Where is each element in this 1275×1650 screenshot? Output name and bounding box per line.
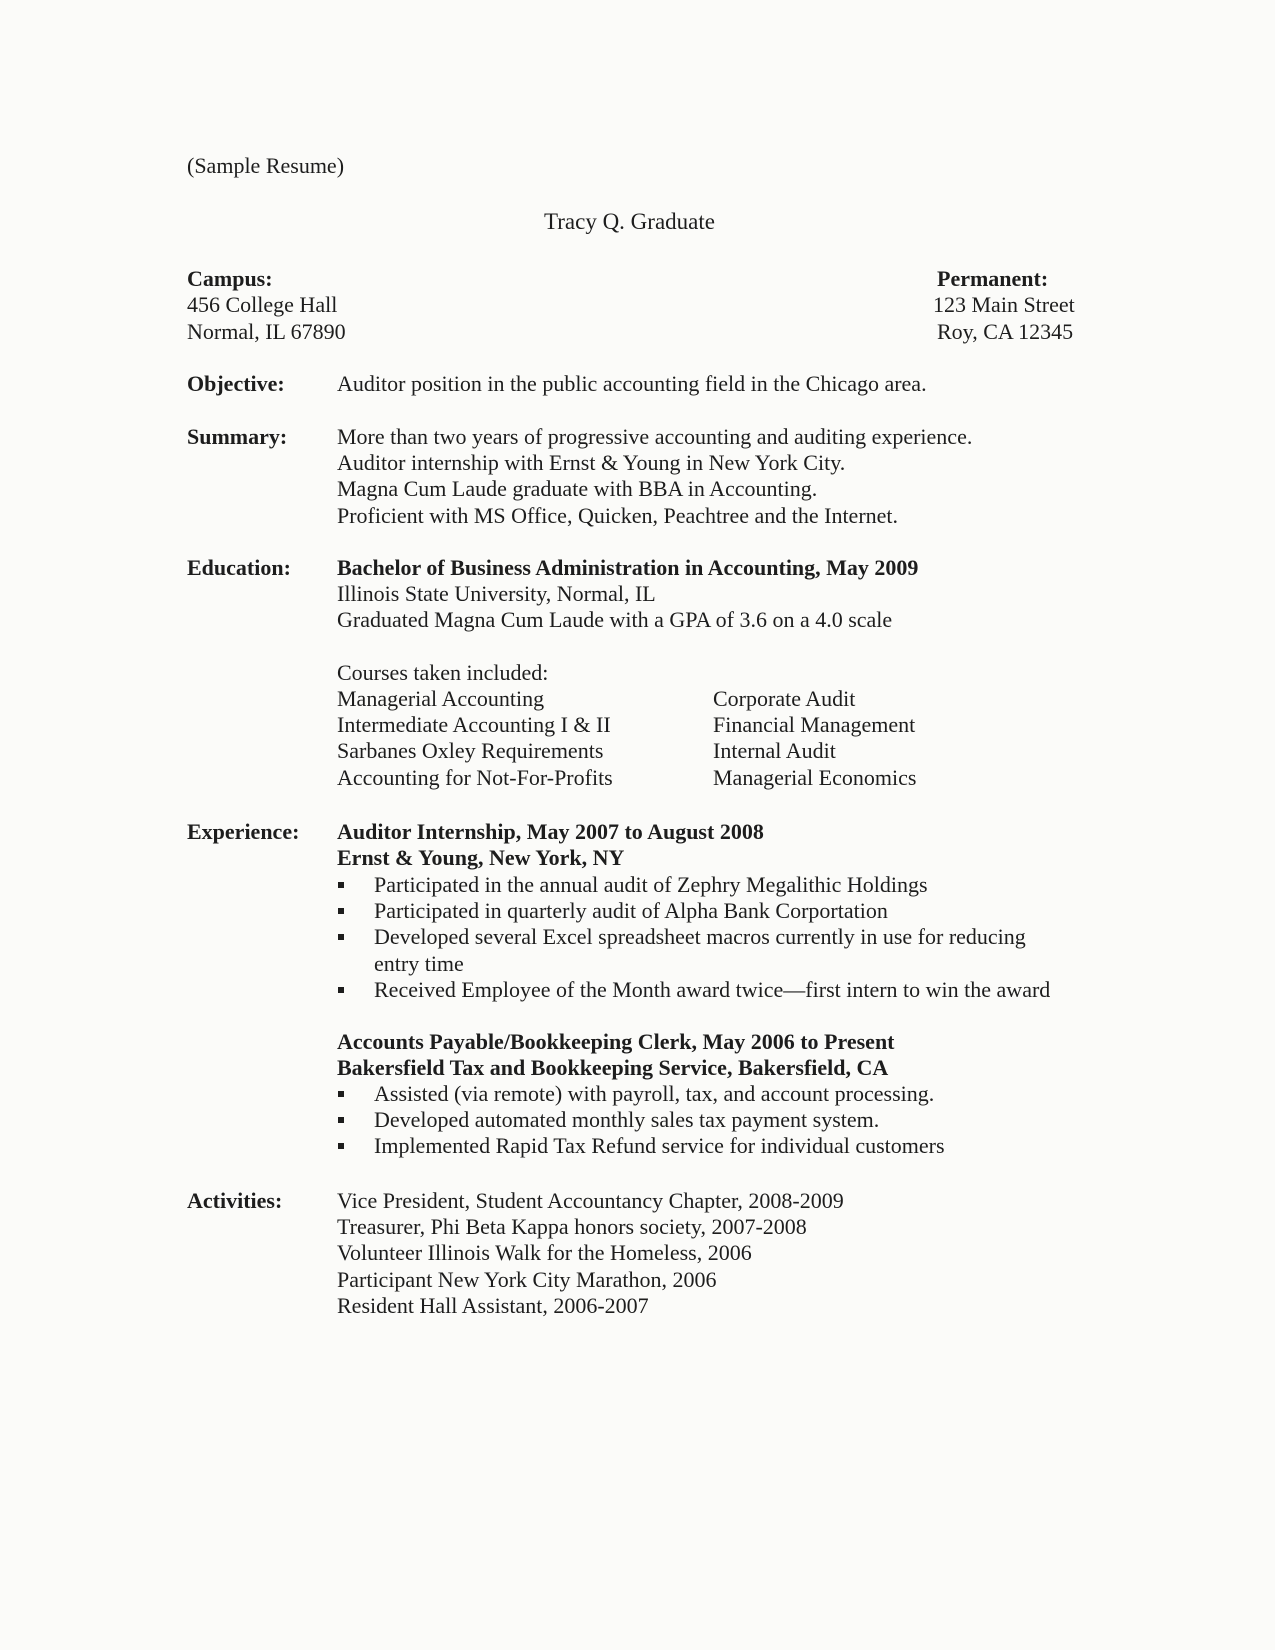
permanent-address-line2: Roy, CA 12345 — [937, 319, 1074, 344]
honors-line: Graduated Magna Cum Laude with a GPA of 3.6 on a 4.0 scale — [337, 607, 893, 633]
bullet-text: Received Employee of the Month award twice—first intern to win the award — [374, 976, 1051, 1002]
bullet-item — [337, 924, 1097, 976]
bullet-icon — [337, 977, 344, 1003]
activity-item: Vice President, Student Accountancy Chapter, 2008-2009 — [337, 1188, 844, 1213]
bullet-icon — [337, 898, 344, 924]
activity-item: Participant New York City Marathon, 2006 — [337, 1266, 717, 1292]
bullet-icon — [337, 872, 344, 898]
bullet-text-line: Developed several Excel spreadsheet macros currently in use for reducing — [374, 924, 1026, 950]
summary-line: More than two years of progressive accounting and auditing experience. — [337, 424, 973, 449]
job-title: Accounts Payable/Bookkeeping Clerk, May 2006 to Present — [337, 1029, 895, 1054]
experience-label: Experience: — [187, 819, 300, 844]
bullet-icon — [337, 1081, 344, 1107]
bullet-item — [337, 1081, 1097, 1107]
courses-heading: Courses taken included: — [337, 660, 549, 685]
bullet-text: Assisted (via remote) with payroll, tax, and account processing. — [374, 1081, 935, 1106]
job-2-bullets — [337, 1081, 1097, 1160]
bullet-text-line: entry time — [374, 950, 464, 976]
job-1-bullets — [337, 872, 1097, 1003]
bullet-text: Developed automated monthly sales tax payment system. — [374, 1107, 880, 1133]
education-label: Education: — [187, 555, 291, 580]
activities-lines — [337, 1188, 844, 1319]
course-item: Intermediate Accounting I & II — [337, 712, 611, 738]
bullet-text — [374, 924, 1026, 976]
activity-item: Resident Hall Assistant, 2006-2007 — [337, 1292, 649, 1318]
course-item: Managerial Accounting — [337, 686, 545, 711]
objective-label — [187, 371, 285, 397]
job-title: Auditor Internship, May 2007 to August 2008 — [337, 819, 764, 844]
course-item: Corporate Audit — [713, 686, 856, 711]
objective-label-text: Objective: — [187, 371, 285, 396]
degree-title: Bachelor of Business Administration in Accounting, May 2009 — [337, 555, 919, 580]
job-1 — [337, 819, 764, 871]
job-employer: Ernst & Young, New York, NY — [337, 845, 625, 871]
summary-line: Magna Cum Laude graduate with BBA in Accounting. — [337, 476, 818, 502]
summary-line: Proficient with MS Office, Quicken, Peachtree and the Internet. — [337, 502, 899, 528]
bullet-text: Implemented Rapid Tax Refund service for individual customers — [374, 1133, 945, 1159]
activity-item: Treasurer, Phi Beta Kappa honors society, 2007-2008 — [337, 1214, 807, 1240]
campus-address-line1: 456 College Hall — [187, 292, 338, 317]
school-name: Illinois State University, Normal, IL — [337, 581, 656, 607]
bullet-item — [337, 872, 1097, 898]
bullet-item — [337, 1107, 1097, 1133]
courses-right-column — [713, 686, 916, 791]
bullet-item — [337, 1133, 1097, 1159]
education-details — [337, 555, 918, 634]
bullet-item — [337, 977, 1097, 1003]
course-item: Managerial Economics — [713, 764, 917, 790]
campus-label: Campus: — [187, 266, 273, 291]
course-item: Sarbanes Oxley Requirements — [337, 738, 604, 764]
summary-label: Summary: — [187, 424, 288, 449]
course-item: Internal Audit — [713, 738, 836, 764]
job-employer: Bakersfield Tax and Bookkeeping Service, Bakersfield, CA — [337, 1055, 889, 1081]
bullet-icon — [337, 1133, 344, 1159]
activity-item: Volunteer Illinois Walk for the Homeless, 2006 — [337, 1240, 752, 1266]
candidate-name: Tracy Q. Graduate — [544, 209, 715, 234]
activities-label: Activities: — [187, 1188, 283, 1213]
bullet-icon — [337, 924, 344, 950]
summary-lines — [337, 424, 972, 529]
job-2 — [337, 1029, 895, 1081]
bullet-text: Participated in the annual audit of Zephry Megalithic Holdings — [374, 872, 928, 897]
campus-address-line2: Normal, IL 67890 — [187, 319, 346, 344]
bullet-icon — [337, 1107, 344, 1133]
summary-line: Auditor internship with Ernst & Young in New York City. — [337, 450, 846, 476]
sample-label: (Sample Resume) — [187, 153, 345, 178]
permanent-label: Permanent: — [937, 266, 1049, 291]
course-item: Accounting for Not-For-Profits — [337, 764, 613, 790]
permanent-address-line1: 123 Main Street — [933, 292, 1075, 317]
bullet-text: Participated in quarterly audit of Alpha Bank Corportation — [374, 898, 888, 924]
courses-left-column — [337, 686, 613, 791]
course-item: Financial Management — [713, 712, 916, 738]
objective-text: Auditor position in the public accounting field in the Chicago area. — [337, 371, 927, 396]
bullet-item — [337, 898, 1097, 924]
